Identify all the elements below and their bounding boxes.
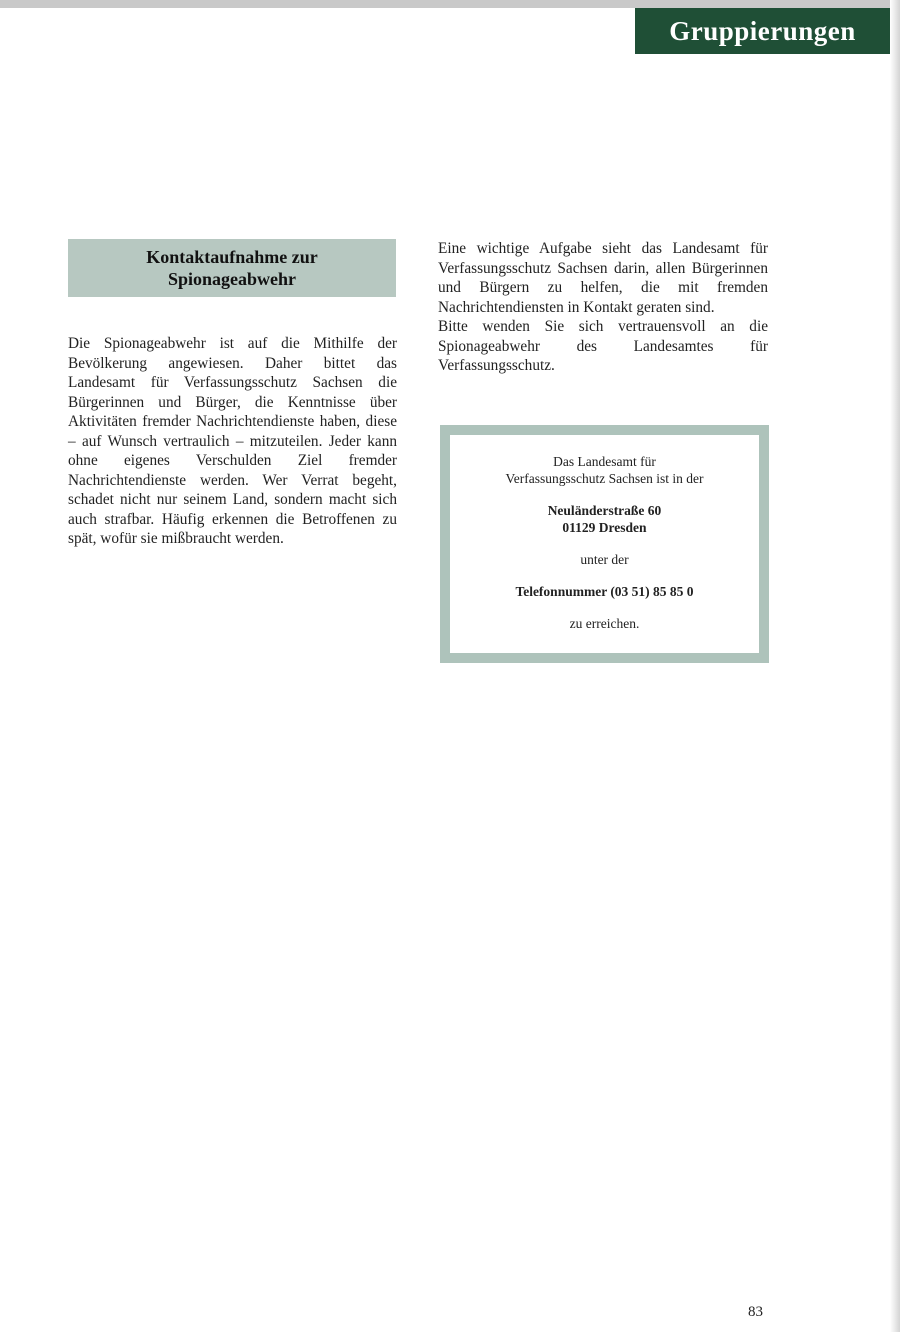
contact-info-box xyxy=(440,425,769,663)
address-city: 01129 Dresden xyxy=(562,520,647,535)
info-closing: zu erreichen. xyxy=(569,616,640,631)
phone-number: Telefonnummer (03 51) 85 85 0 xyxy=(515,584,694,599)
section-title-line-2: Spionageabwehr xyxy=(167,269,296,289)
section-title-line-1: Kontaktaufnahme zur xyxy=(146,247,318,267)
info-connector: unter der xyxy=(580,552,629,567)
page-number: 83 xyxy=(748,1304,763,1320)
info-line-2: Verfassungsschutz Sachsen ist in der xyxy=(505,471,704,486)
section-title-box xyxy=(68,239,396,297)
left-column xyxy=(68,334,397,549)
right-column xyxy=(438,239,768,376)
top-rule xyxy=(0,0,900,8)
info-line-1: Das Landesamt für xyxy=(553,454,656,469)
left-paragraph: Die Spionageabwehr ist auf die Mithilfe der Bevölkerung angewiesen. Daher bittet das Landesamt für Verfassungsschutz Sachsen die Bürgerinnen und Bürger, die Kenntnisse über Aktivitäten fremder Nachrichtendienste haben, diese – auf Wunsch vertraulich – mitzuteilen. Jeder kann ohne eigenes Verschulden Ziel fremder Nachrichtendienste werden. Wer Verrat begeht, schadet nicht nur seinem Land, sondern macht sich auch strafbar. Häufig erkennen die Betroffenen zu spät, wofür sie mißbraucht werden. xyxy=(68,335,397,547)
page-edge-shadow xyxy=(890,0,900,1332)
chapter-header: Gruppierungen xyxy=(635,8,890,54)
address-street: Neuländerstraße 60 xyxy=(547,503,662,518)
right-paragraph-1: Eine wichtige Aufgabe sieht das Landesamt für Verfassungsschutz Sachsen darin, allen Bürgerinnen und Bürgern zu helfen, die mit fremden Nachrichtendiensten in Kontakt geraten sind. xyxy=(438,240,768,316)
contact-info-inner xyxy=(450,435,759,653)
right-paragraph-2: Bitte wenden Sie sich vertrauensvoll an die Spionageabwehr des Landesamtes für Verfassungsschutz. xyxy=(438,318,768,374)
